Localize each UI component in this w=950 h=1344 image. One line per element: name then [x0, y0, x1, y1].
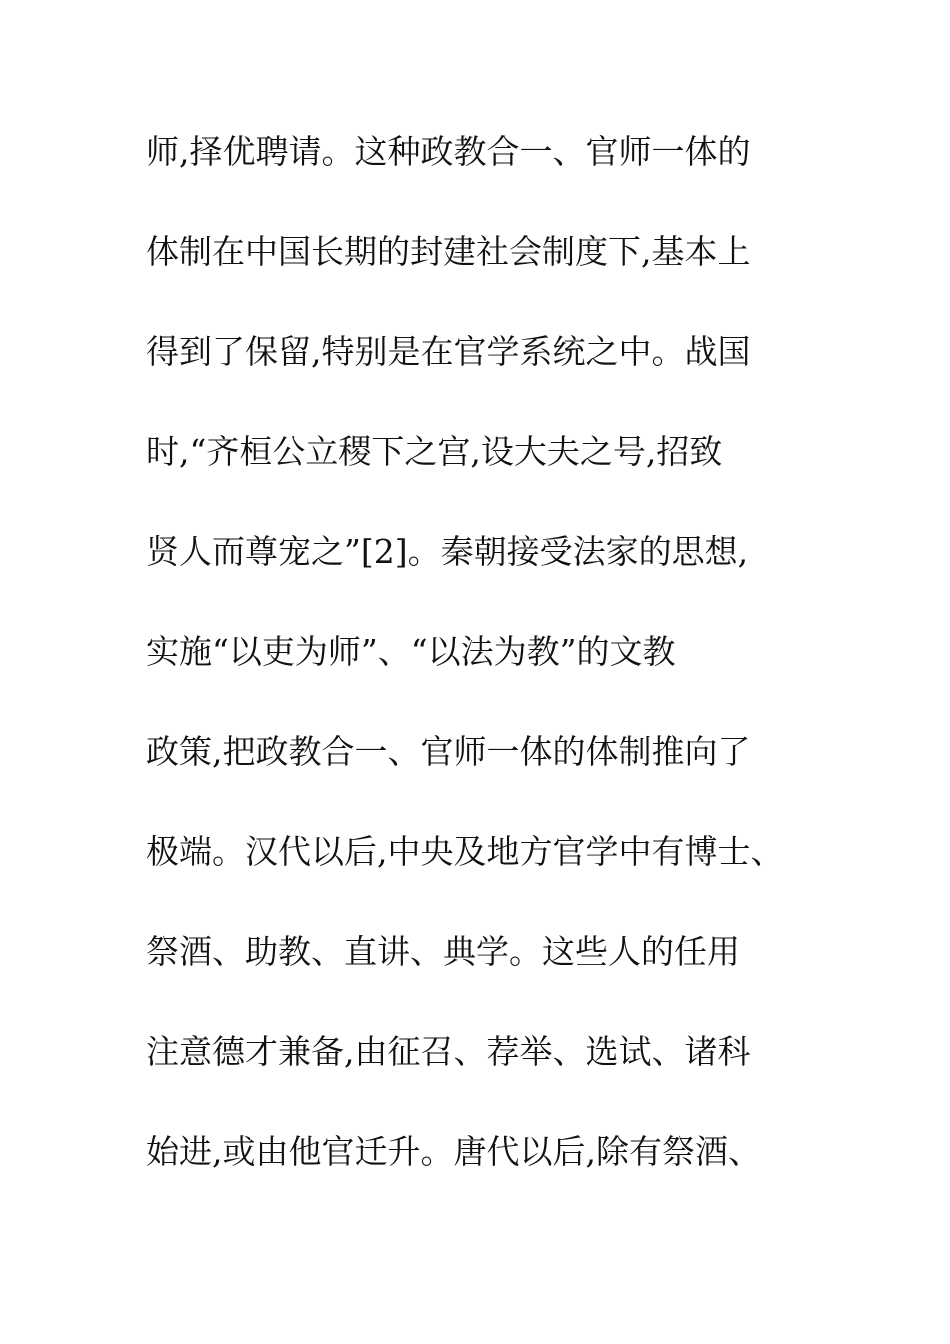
- paragraph-line: 注意德才兼备,由征召、荐举、选试、诸科: [146, 1032, 751, 1071]
- paragraph-line: 时,“齐桓公立稷下之宫,设大夫之号,招致: [146, 432, 723, 471]
- paragraph-line: 得到了保留,特别是在官学系统之中。战国: [146, 332, 751, 371]
- paragraph-line: 祭酒、助教、直讲、典学。这些人的任用: [146, 932, 740, 971]
- paragraph-line: 贤人而尊宠之”[2]。秦朝接受法家的思想,: [146, 532, 749, 571]
- paragraph-line: 极端。汉代以后,中央及地方官学中有博士、: [146, 832, 784, 871]
- paragraph-line: 始进,或由他官迁升。唐代以后,除有祭酒、: [146, 1132, 761, 1171]
- paragraph-line: 师,择优聘请。这种政教合一、官师一体的: [146, 132, 751, 171]
- paragraph-line: 实施“以吏为师”、“以法为教”的文教: [146, 632, 676, 671]
- paragraph-line: 体制在中国长期的封建社会制度下,基本上: [146, 232, 751, 271]
- paragraph-line: 政策,把政教合一、官师一体的体制推向了: [146, 732, 751, 771]
